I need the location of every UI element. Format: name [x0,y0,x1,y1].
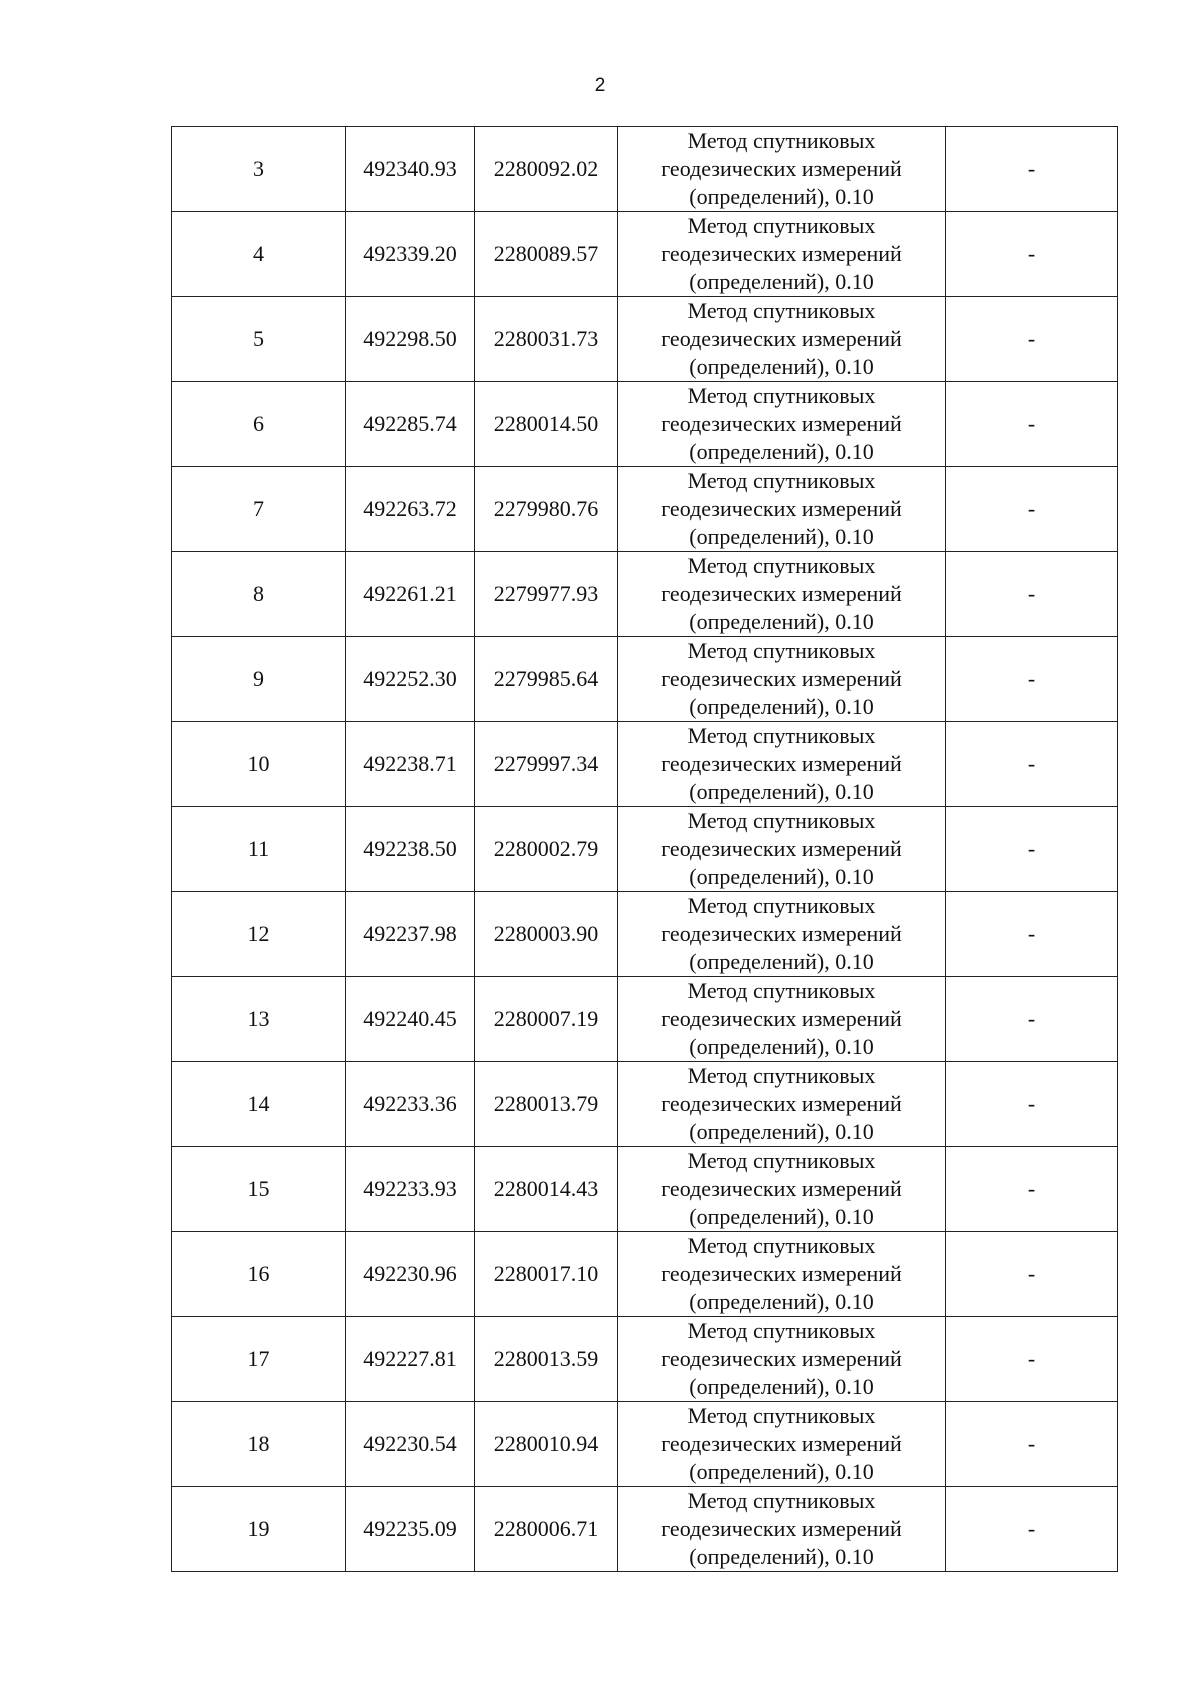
table-body [172,127,1118,1572]
y-coordinate-cell: 2280003.90 [475,892,618,977]
description-cell: - [946,1317,1118,1402]
y-coordinate-cell: 2280089.57 [475,212,618,297]
method-text: Метод спутниковых геодезических измерений (определений), 0.10 [661,383,902,464]
description-cell: - [946,1402,1118,1487]
description-cell: - [946,722,1118,807]
description-cell: - [946,212,1118,297]
method-accuracy-cell [618,807,946,892]
method-text: Метод спутниковых геодезических измерений (определений), 0.10 [661,1318,902,1399]
x-coordinate-cell: 492238.71 [346,722,475,807]
point-number-cell: 12 [172,892,346,977]
description-cell: - [946,297,1118,382]
method-text: Метод спутниковых геодезических измерений (определений), 0.10 [661,723,902,804]
description-cell: - [946,637,1118,722]
y-coordinate-cell: 2279980.76 [475,467,618,552]
description-cell: - [946,127,1118,212]
y-coordinate-cell: 2280006.71 [475,1487,618,1572]
x-coordinate-cell: 492261.21 [346,552,475,637]
method-accuracy-cell [618,892,946,977]
x-coordinate-cell: 492237.98 [346,892,475,977]
method-text: Метод спутниковых геодезических измерений (определений), 0.10 [661,978,902,1059]
method-text: Метод спутниковых геодезических измерений (определений), 0.10 [661,1148,902,1229]
table-row [172,807,1118,892]
y-coordinate-cell: 2280007.19 [475,977,618,1062]
y-coordinate-cell: 2280013.79 [475,1062,618,1147]
method-accuracy-cell [618,977,946,1062]
table-row [172,382,1118,467]
y-coordinate-cell: 2280031.73 [475,297,618,382]
description-cell: - [946,1232,1118,1317]
method-accuracy-cell [618,552,946,637]
method-accuracy-cell [618,722,946,807]
method-accuracy-cell [618,1147,946,1232]
description-cell: - [946,892,1118,977]
method-text: Метод спутниковых геодезических измерений (определений), 0.10 [661,638,902,719]
point-number-cell: 11 [172,807,346,892]
y-coordinate-cell: 2280002.79 [475,807,618,892]
y-coordinate-cell: 2280092.02 [475,127,618,212]
y-coordinate-cell: 2280017.10 [475,1232,618,1317]
point-number-cell: 19 [172,1487,346,1572]
table-row [172,1062,1118,1147]
method-accuracy-cell [618,1487,946,1572]
table-row [172,977,1118,1062]
table-row [172,1317,1118,1402]
table-row [172,467,1118,552]
point-number-cell: 4 [172,212,346,297]
method-text: Метод спутниковых геодезических измерений (определений), 0.10 [661,298,902,379]
method-text: Метод спутниковых геодезических измерений (определений), 0.10 [661,1063,902,1144]
x-coordinate-cell: 492263.72 [346,467,475,552]
point-number-cell: 8 [172,552,346,637]
x-coordinate-cell: 492238.50 [346,807,475,892]
table-row [172,637,1118,722]
method-text: Метод спутниковых геодезических измерений (определений), 0.10 [661,808,902,889]
method-text: Метод спутниковых геодезических измерений (определений), 0.10 [661,213,902,294]
point-number-cell: 6 [172,382,346,467]
x-coordinate-cell: 492298.50 [346,297,475,382]
x-coordinate-cell: 492233.36 [346,1062,475,1147]
coordinates-table [171,126,1118,1572]
method-text: Метод спутниковых геодезических измерений (определений), 0.10 [661,893,902,974]
method-text: Метод спутниковых геодезических измерений (определений), 0.10 [661,1403,902,1484]
page-number: 2 [594,75,606,96]
y-coordinate-cell: 2280014.50 [475,382,618,467]
y-coordinate-cell: 2280010.94 [475,1402,618,1487]
x-coordinate-cell: 492285.74 [346,382,475,467]
point-number-cell: 7 [172,467,346,552]
point-number-cell: 15 [172,1147,346,1232]
method-text: Метод спутниковых геодезических измерений (определений), 0.10 [661,553,902,634]
table-row [172,1487,1118,1572]
x-coordinate-cell: 492252.30 [346,637,475,722]
y-coordinate-cell: 2279977.93 [475,552,618,637]
point-number-cell: 5 [172,297,346,382]
method-accuracy-cell [618,1402,946,1487]
method-accuracy-cell [618,467,946,552]
description-cell: - [946,1487,1118,1572]
description-cell: - [946,807,1118,892]
x-coordinate-cell: 492233.93 [346,1147,475,1232]
point-number-cell: 14 [172,1062,346,1147]
method-text: Метод спутниковых геодезических измерений (определений), 0.10 [661,1233,902,1314]
description-cell: - [946,382,1118,467]
method-accuracy-cell [618,297,946,382]
table-row [172,892,1118,977]
table-row [172,722,1118,807]
x-coordinate-cell: 492339.20 [346,212,475,297]
table-row [172,297,1118,382]
point-number-cell: 9 [172,637,346,722]
method-accuracy-cell [618,1232,946,1317]
table-row [172,552,1118,637]
y-coordinate-cell: 2280013.59 [475,1317,618,1402]
y-coordinate-cell: 2280014.43 [475,1147,618,1232]
description-cell: - [946,1062,1118,1147]
point-number-cell: 10 [172,722,346,807]
method-text: Метод спутниковых геодезических измерений (определений), 0.10 [661,128,902,209]
point-number-cell: 3 [172,127,346,212]
x-coordinate-cell: 492230.96 [346,1232,475,1317]
description-cell: - [946,467,1118,552]
description-cell: - [946,552,1118,637]
description-cell: - [946,977,1118,1062]
y-coordinate-cell: 2279985.64 [475,637,618,722]
point-number-cell: 18 [172,1402,346,1487]
method-accuracy-cell [618,212,946,297]
method-accuracy-cell [618,382,946,467]
method-accuracy-cell [618,1317,946,1402]
method-accuracy-cell [618,637,946,722]
x-coordinate-cell: 492235.09 [346,1487,475,1572]
table-row [172,1402,1118,1487]
x-coordinate-cell: 492227.81 [346,1317,475,1402]
point-number-cell: 16 [172,1232,346,1317]
y-coordinate-cell: 2279997.34 [475,722,618,807]
table-row [172,127,1118,212]
x-coordinate-cell: 492340.93 [346,127,475,212]
table-row [172,1232,1118,1317]
table-row [172,1147,1118,1232]
method-text: Метод спутниковых геодезических измерений (определений), 0.10 [661,468,902,549]
method-text: Метод спутниковых геодезических измерений (определений), 0.10 [661,1488,902,1569]
point-number-cell: 17 [172,1317,346,1402]
method-accuracy-cell [618,1062,946,1147]
method-accuracy-cell [618,127,946,212]
x-coordinate-cell: 492230.54 [346,1402,475,1487]
table-row [172,212,1118,297]
description-cell: - [946,1147,1118,1232]
point-number-cell: 13 [172,977,346,1062]
x-coordinate-cell: 492240.45 [346,977,475,1062]
